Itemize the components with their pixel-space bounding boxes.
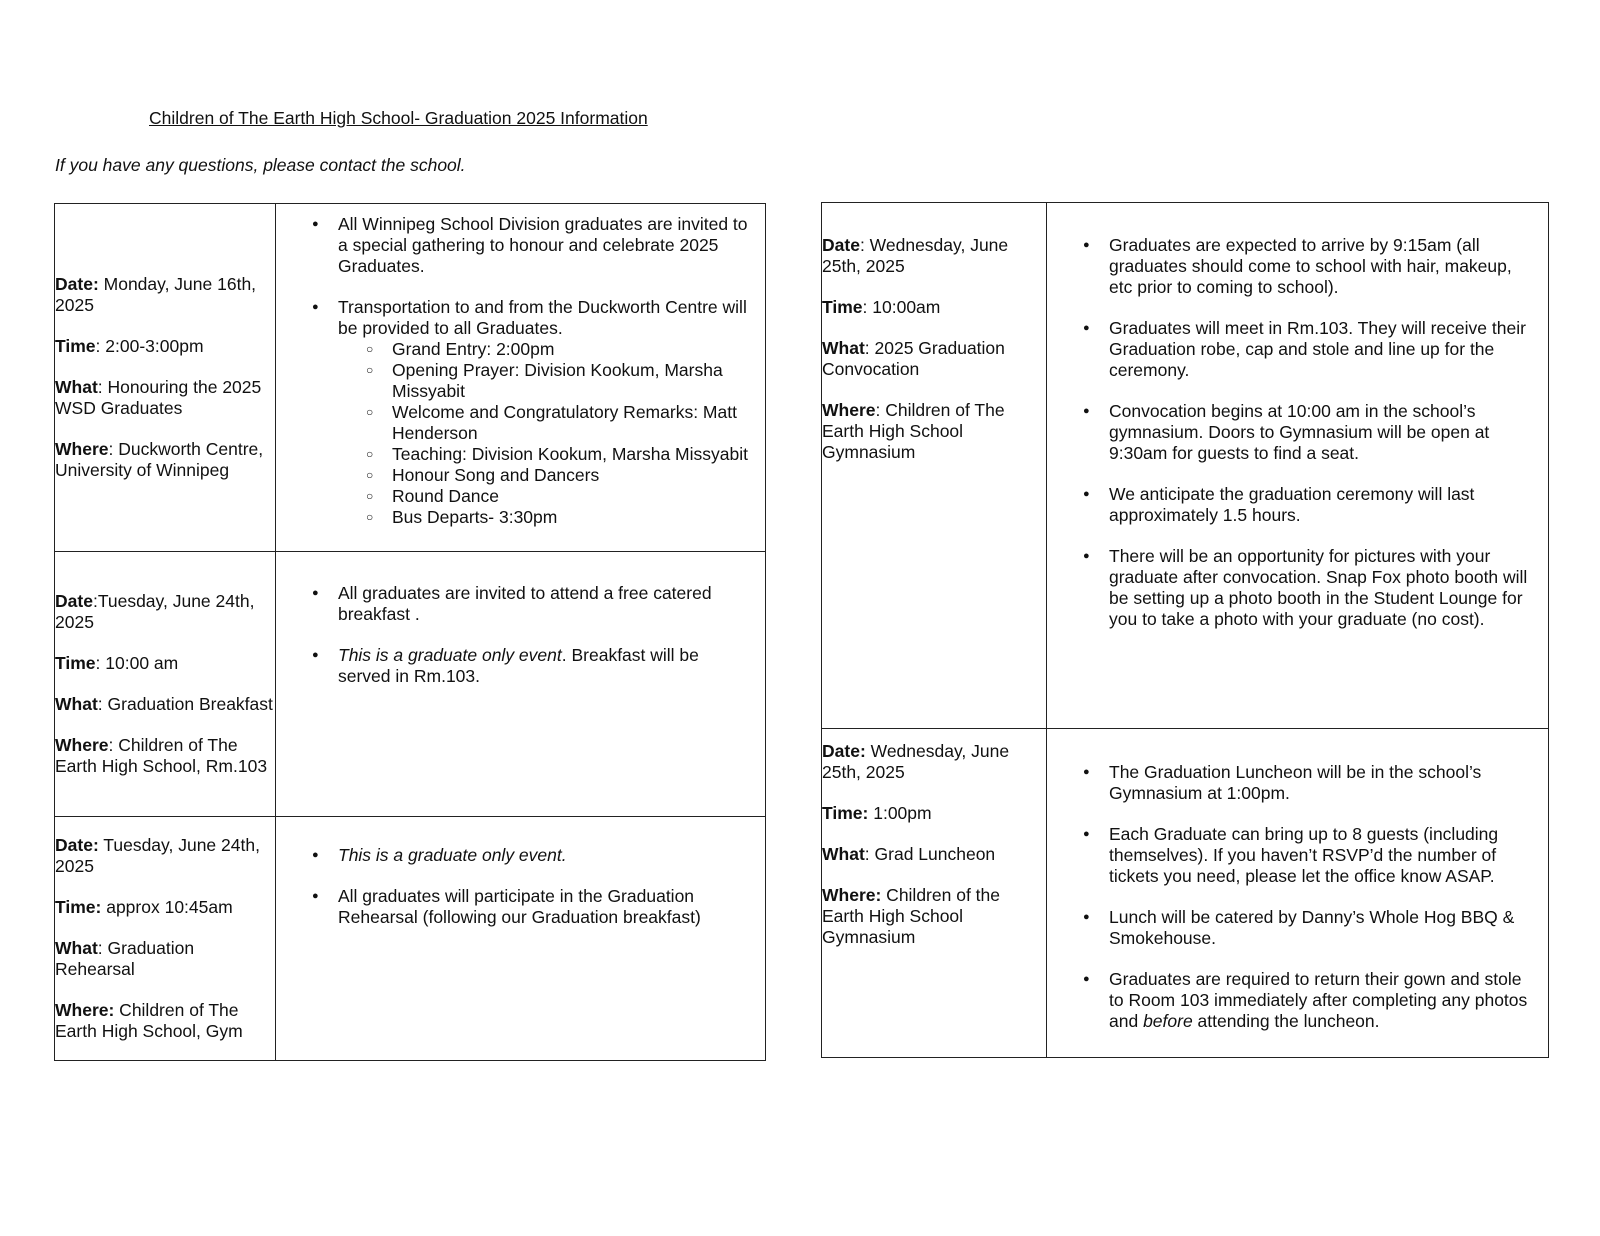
date-label: Date xyxy=(55,274,93,294)
event-what: Graduation Breakfast xyxy=(102,694,273,714)
date-label: Date xyxy=(55,591,93,611)
page-title: Children of The Earth High School- Graduation 2025 Information xyxy=(149,108,648,128)
detail-bullet: ● Lunch will be catered by Danny’s Whole Hog BBQ & Smokehouse. xyxy=(1109,907,1538,949)
program-item: ○ Grand Entry: 2:00pm xyxy=(392,339,753,360)
event-meta: Date: Wednesday, June 25th, 2025 Time: 10:00am What: 2025 Graduation Convocation Where: Children of The Earth High School Gymnasium xyxy=(822,203,1047,729)
schedule-table-left xyxy=(54,203,766,1061)
event-where: Children of The Earth High School Gymnasium xyxy=(822,400,1005,462)
what-label: What xyxy=(55,377,98,397)
event-details xyxy=(1047,729,1549,1058)
detail-text: Graduates are required to return their gown and stole to Room 103 immediately after completing any photos and xyxy=(1109,969,1528,1031)
event-details xyxy=(276,204,766,552)
detail-bullet: ● All graduates will participate in the Graduation Rehearsal (following our Graduation breakfast) xyxy=(338,886,753,928)
event-what: Honouring the 2025 WSD Graduates xyxy=(55,377,262,418)
program-item: ○ Teaching: Division Kookum, Marsha Missyabit xyxy=(392,444,753,465)
event-where: Children of The Earth High School, Gym xyxy=(55,1000,243,1041)
event-meta: Date: Monday, June 16th, 2025 Time: 2:00-3:00pm What: Honouring the 2025 WSD Graduates Where: Duckworth Centre, University of Winnipeg xyxy=(55,204,276,552)
detail-bullet: ● All Winnipeg School Division graduates are invited to a special gathering to honour and celebrate 2025 Graduates. xyxy=(338,214,753,277)
detail-bullet: ● Graduates will meet in Rm.103. They will receive their Graduation robe, cap and stole and line up for the ceremony. xyxy=(1109,318,1538,381)
program-item: ○ Bus Departs- 3:30pm xyxy=(392,507,753,528)
date-label: Date xyxy=(822,235,860,255)
event-meta: Date: Tuesday, June 24th, 2025 Time: approx 10:45am What: Graduation Rehearsal Where: Children of The Earth High School, Gym xyxy=(55,817,276,1061)
program-item: ○ Round Dance xyxy=(392,486,753,507)
event-where: Children of The Earth High School, Rm.103 xyxy=(55,735,268,776)
event-time: approx 10:45am xyxy=(101,897,233,917)
event-row-breakfast xyxy=(55,552,766,817)
time-label: Time xyxy=(55,897,96,917)
date-label: Date xyxy=(822,741,860,761)
event-date: Tuesday, June 24th, 2025 xyxy=(55,591,255,632)
detail-bullet: ● Convocation begins at 10:00 am in the school’s gymnasium. Doors to Gymnasium will be open at 9:30am for guests to find a seat. xyxy=(1109,401,1538,464)
program-item: ○ Opening Prayer: Division Kookum, Marsha Missyabit xyxy=(392,360,753,402)
detail-italic: before xyxy=(1143,1011,1193,1031)
event-row-luncheon xyxy=(822,729,1549,1058)
detail-italic: This is a graduate only event xyxy=(338,645,562,665)
where-label: Where xyxy=(822,400,876,420)
what-label: What xyxy=(822,844,865,864)
what-label: What xyxy=(55,694,98,714)
detail-text: Transportation to and from the Duckworth Centre will be provided to all Graduates. xyxy=(338,297,747,338)
time-label: Time xyxy=(822,297,863,317)
event-row-honouring xyxy=(55,204,766,552)
time-label: Time xyxy=(822,803,863,823)
detail-bullet: ● There will be an opportunity for pictures with your graduate after convocation. Snap Fox photo booth will be setting up a photo booth in the Student Lounge for you to take a photo with your graduate (no cost). xyxy=(1109,546,1538,630)
program-item: ○ Welcome and Congratulatory Remarks: Matt Henderson xyxy=(392,402,753,444)
event-time: 10:00am xyxy=(867,297,941,317)
time-label: Time xyxy=(55,653,96,673)
event-row-rehearsal xyxy=(55,817,766,1061)
event-what: Grad Luncheon xyxy=(869,844,996,864)
event-details xyxy=(276,817,766,1061)
contact-note: If you have any questions, please contact the school. xyxy=(55,155,466,175)
event-date: Wednesday, June 25th, 2025 xyxy=(822,741,1010,782)
detail-bullet: ● Each Graduate can bring up to 8 guests (including themselves). If you haven’t RSVP’d the number of tickets you need, please let the office know ASAP. xyxy=(1109,824,1538,887)
where-label: Where xyxy=(822,885,876,905)
event-time: 2:00-3:00pm xyxy=(100,336,204,356)
event-meta: Date: Wednesday, June 25th, 2025 Time: 1:00pm What: Grad Luncheon Where: Children of the Earth High School Gymnasium xyxy=(822,729,1047,1058)
detail-text: attending the luncheon. xyxy=(1192,1011,1380,1031)
date-label: Date xyxy=(55,835,93,855)
event-date: Monday, June 16th, 2025 xyxy=(55,274,257,315)
event-date: Tuesday, June 24th, 2025 xyxy=(55,835,260,876)
detail-bullet xyxy=(1109,969,1538,1032)
event-what: 2025 Graduation Convocation xyxy=(822,338,1005,379)
event-details xyxy=(1047,203,1549,729)
event-row-convocation xyxy=(822,203,1549,729)
event-time: 1:00pm xyxy=(868,803,932,823)
where-label: Where xyxy=(55,1000,109,1020)
event-where: Children of the Earth High School Gymnasium xyxy=(822,885,1000,947)
event-what: Graduation Rehearsal xyxy=(55,938,195,979)
event-time: 10:00 am xyxy=(100,653,179,673)
where-label: Where xyxy=(55,735,109,755)
time-label: Time xyxy=(55,336,96,356)
detail-bullet: ● The Graduation Luncheon will be in the school’s Gymnasium at 1:00pm. xyxy=(1109,762,1538,804)
schedule-table-right xyxy=(821,202,1549,1058)
detail-bullet xyxy=(338,297,753,528)
event-date: Wednesday, June 25th, 2025 xyxy=(822,235,1009,276)
detail-bullet: ● All graduates are invited to attend a free catered breakfast . xyxy=(338,583,753,625)
detail-bullet xyxy=(338,645,753,687)
program-item: ○ Honour Song and Dancers xyxy=(392,465,753,486)
what-label: What xyxy=(55,938,98,958)
event-where: Duckworth Centre, University of Winnipeg xyxy=(55,439,264,480)
detail-text: . Breakfast will be served in Rm.103. xyxy=(338,645,699,686)
where-label: Where xyxy=(55,439,109,459)
detail-bullet: ● Graduates are expected to arrive by 9:15am (all graduates should come to school with hair, makeup, etc prior to coming to school). xyxy=(1109,235,1538,298)
detail-bullet: ● This is a graduate only event. xyxy=(338,845,753,866)
what-label: What xyxy=(822,338,865,358)
event-details xyxy=(276,552,766,817)
detail-bullet: ● We anticipate the graduation ceremony will last approximately 1.5 hours. xyxy=(1109,484,1538,526)
event-meta: Date:Tuesday, June 24th, 2025 Time: 10:00 am What: Graduation Breakfast Where: Children of The Earth High School, Rm.103 xyxy=(55,552,276,817)
